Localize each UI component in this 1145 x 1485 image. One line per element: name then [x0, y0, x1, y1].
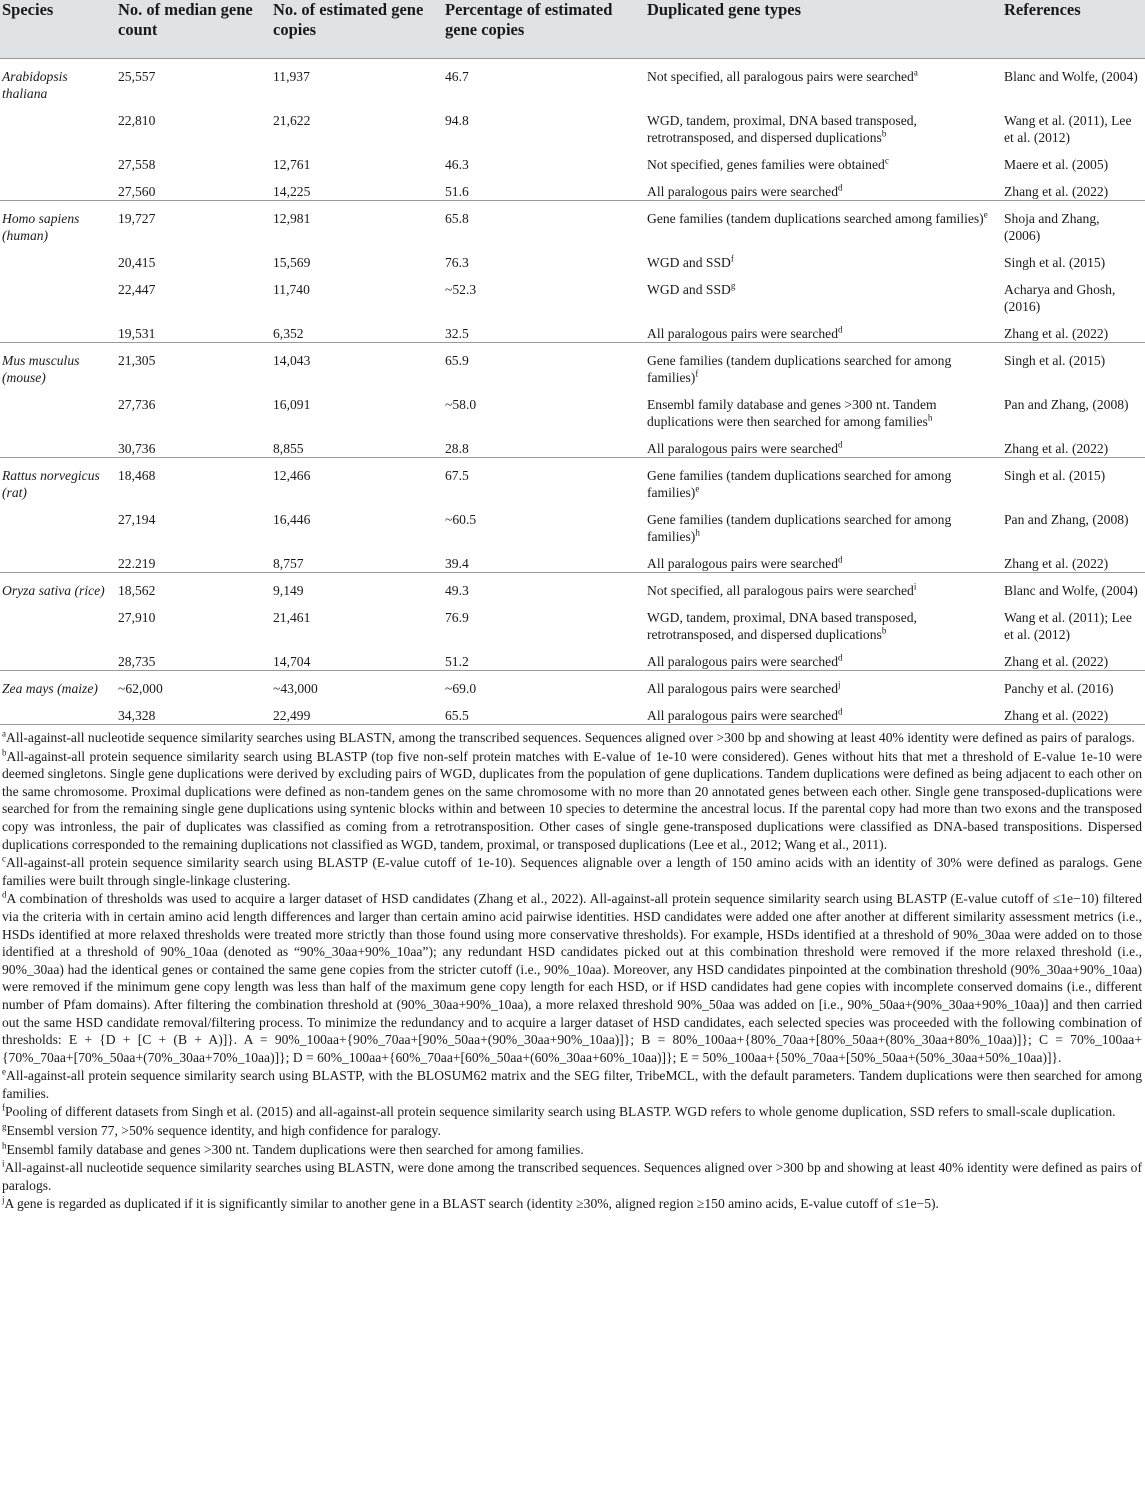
duplicated-types-cell [647, 671, 1004, 698]
estimated-copies-cell: 14,704 [273, 654, 311, 669]
table-header [0, 0, 1145, 59]
percentage-cell: 65.9 [445, 343, 647, 387]
duplicated-types-text: All paralogous pairs were searched [647, 708, 838, 723]
duplicated-types-text: Gene families (tandem duplications searched for among families) [647, 468, 952, 500]
table-row [0, 545, 1145, 573]
footnote-marker: d [838, 652, 843, 663]
duplicated-types-text: Gene families (tandem duplications searched for among families) [647, 353, 952, 385]
reference-cell: Wang et al. (2011); Lee et al. (2012) [1004, 610, 1132, 642]
table-row [0, 501, 1145, 545]
estimated-copies-cell: 15,569 [273, 255, 311, 270]
table-row [0, 386, 1145, 430]
footnote-text: Ensembl family database and genes >300 nt. Tandem duplications were then searched for among families. [6, 1141, 584, 1157]
duplicated-types-text: Ensembl family database and genes >300 nt. Tandem duplications were then searched for among families [647, 397, 937, 429]
duplicated-types-text: All paralogous pairs were searched [647, 681, 838, 696]
median-count-cell: 28,735 [118, 654, 156, 669]
footnote-marker: b [881, 625, 887, 636]
table-row [0, 315, 1145, 343]
footnote [2, 748, 1142, 854]
footnote-mark: c [2, 853, 6, 864]
percentage-cell: 51.2 [445, 654, 469, 669]
footnote-mark: d [2, 889, 7, 900]
median-count-cell: 21,305 [118, 343, 273, 387]
species-cell: Homo sapiens (human) [0, 201, 118, 245]
duplicated-types-text: All paralogous pairs were searched [647, 556, 838, 571]
header-estimated-copies: No. of estimated gene copies [273, 0, 445, 59]
estimated-copies-cell: 12,981 [273, 201, 445, 245]
reference-cell: Panchy et al. (2016) [1004, 671, 1145, 698]
footnote-mark: f [2, 1102, 5, 1113]
table-row [0, 458, 1145, 502]
reference-cell: Zhang et al. (2022) [1004, 708, 1109, 723]
duplicated-types-cell [647, 545, 1004, 573]
percentage-cell: 32.5 [445, 326, 469, 341]
footnote [2, 1141, 1142, 1159]
median-count-cell: ~62,000 [118, 671, 273, 698]
duplicated-types-cell [647, 59, 1004, 103]
footnote-mark: g [2, 1121, 7, 1132]
median-count-cell: 22,810 [118, 113, 156, 128]
footnote-marker: f [730, 253, 734, 264]
duplicated-types-cell [647, 201, 1004, 245]
footnote-mark: e [2, 1066, 6, 1077]
footnote-marker: d [838, 439, 843, 450]
duplicated-types-cell [647, 244, 1004, 271]
percentage-cell: 46.7 [445, 59, 647, 103]
footnote [2, 854, 1142, 889]
estimated-copies-cell: ~43,000 [273, 671, 445, 698]
species-cell: Oryza sativa (rice) [0, 573, 118, 600]
reference-cell: Zhang et al. (2022) [1004, 441, 1109, 456]
duplicated-types-text: All paralogous pairs were searched [647, 654, 838, 669]
table-row [0, 599, 1145, 643]
percentage-cell: 28.8 [445, 441, 469, 456]
table-row [0, 59, 1145, 103]
table-row [0, 643, 1145, 671]
table-row [0, 244, 1145, 271]
species-cell [0, 599, 118, 643]
percentage-cell: ~58.0 [445, 397, 477, 412]
percentage-cell: 76.9 [445, 610, 469, 625]
footnote-marker: j [838, 679, 841, 690]
footnote-text: All-against-all protein sequence similarity search using BLASTP (top five non-self protein matches with E-value of 1e-10 were considered). Genes without hits that met a threshold of E-value 1e-10 were deemed singletons. Single gene duplications were derived by excluding pairs of WGD, duplicates from the population of gene duplications. Tandem duplications were defined as being adjacent to each other on the same chromosome. Proximal duplications were defined as non-tandem genes on the same chromosome with no more than 20 annotated genes between each other. Single gene transposed-duplications were searched for from the remaining single gene duplications using syntenic blocks within and between 10 species to determine the ancestral locus. If the parental copy had more than two exons and the transposed copy was intronless, the pair of duplicates was classified as coming from a retrotransposition. Other cases of single gene-transposed duplications were classified as DNA-based transpositions. Dispersed duplications corresponded to the remaining duplications not classified as WGD, tandem, proximal, or transposed duplications (Lee et al., 2012; Wang et al., 2011). [2, 748, 1142, 852]
median-count-cell: 27,558 [118, 157, 156, 172]
species-cell: Zea mays (maize) [0, 671, 118, 698]
reference-cell: Shoja and Zhang, (2006) [1004, 201, 1145, 245]
percentage-cell: 51.6 [445, 184, 469, 199]
duplicated-types-cell [647, 386, 1004, 430]
percentage-cell: ~60.5 [445, 512, 477, 527]
duplicated-types-cell [647, 599, 1004, 643]
duplicated-types-cell [647, 315, 1004, 343]
table-row [0, 343, 1145, 387]
duplicated-types-text: WGD and SSD [647, 255, 731, 270]
footnote [2, 1103, 1142, 1121]
table-row [0, 102, 1145, 146]
footnote-marker: e [983, 209, 988, 220]
species-cell [0, 697, 118, 724]
percentage-cell: 65.5 [445, 708, 469, 723]
species-cell [0, 146, 118, 173]
species-cell: Mus musculus (mouse) [0, 343, 118, 387]
estimated-copies-cell: 12,466 [273, 458, 445, 502]
header-references: References [1004, 0, 1145, 59]
footnote-marker: g [730, 280, 736, 291]
median-count-cell: 20,415 [118, 255, 156, 270]
table-row [0, 671, 1145, 698]
duplicated-types-text: Not specified, all paralogous pairs were searched [647, 69, 914, 84]
estimated-copies-cell: 14,043 [273, 343, 445, 387]
footnote-text: All-against-all protein sequence similarity search using BLASTP, with the BLOSUM62 matrix and the SEG filter, TribeMCL, with the default parameters. Tandem duplications were then searched for among families. [2, 1068, 1142, 1101]
estimated-copies-cell: 11,740 [273, 282, 310, 297]
footnote-mark: a [2, 728, 6, 739]
duplicated-types-text: Not specified, genes families were obtained [647, 157, 885, 172]
footnote-text: A combination of thresholds was used to acquire a larger dataset of HSD candidates (Zhang et al., 2022). All-against-all protein sequence similarity search using BLASTP (E-value cutoff of ≤1e−10) filtered via the criteria with in certain amino acid length differences and larger than certain amino acid pairwise identities. HSD candidates were added one after another at different similarity assessment metrics (i.e., HSDs identified at more relaxed thresholds were treated more strictly than those found using more conservative thresholds). For example, HSDs identified at a threshold of 90%_30aa were added on to those identified at a threshold of 90%_10aa (denoted as “90%_30aa+90%_10aa”); any redundant HSD candidates picked out at this combination threshold were removed if the more relaxed threshold (i.e., 90%_30aa) had the identical genes or contained the same gene copies from the stricter cutoff (i.e., 90%_10aa). Moreover, any HSD candidates pinpointed at the combination threshold (90%_30aa+90%_10aa) were removed if the minimum gene copy length was less than half of the maximum gene copy length for each HSD, or if HSD candidates had gene copies with incomplete conserved domains (i.e., different number of Pfam domains). After filtering the combination threshold at (90%_30aa+90%_10aa), a more relaxed threshold 90%_50aa was added on [i.e., 90%_50aa+(90%_30aa+90%_10aa)] and then carried out the same HSD candidate removal/filtering process. To minimize the redundancy and to acquire a larger dataset of HSD candidates, each selected species was proceeded with the following combination of thresholds: E + {D + [C + (B + A)]}. A = 90%_100aa+{90%_70aa+[90%_50aa+(90%_30aa+90%_10aa)]}; B = 80%_100aa+{80%_70aa+[80%_50aa+(80%_30aa+80%_10aa)]}; C = 70%_100aa+{70%_70aa+[70%_50aa+(70%_30aa+70%_10aa)]}; D = 60%_100aa+{60%_70aa+[60%_50aa+(60%_30aa+60%_10aa)]}; E = 50%_100aa+{50%_70aa+[50%_50aa+(50%_30aa+50%_10aa)]}. [2, 891, 1142, 1065]
species-cell [0, 271, 118, 315]
table-row [0, 271, 1145, 315]
estimated-copies-cell: 8,757 [273, 556, 304, 571]
median-count-cell: 18,468 [118, 458, 273, 502]
percentage-cell: 67.5 [445, 458, 647, 502]
species-cell [0, 501, 118, 545]
estimated-copies-cell: 12,761 [273, 157, 311, 172]
footnote-mark: i [2, 1158, 5, 1169]
median-count-cell: 25,557 [118, 59, 273, 103]
gene-duplication-table [0, 0, 1145, 724]
duplicated-types-text: Gene families (tandem duplications searched for among families) [647, 512, 952, 544]
table-row [0, 201, 1145, 245]
reference-cell: Maere et al. (2005) [1004, 157, 1109, 172]
reference-cell: Blanc and Wolfe, (2004) [1004, 59, 1145, 103]
median-count-cell: 22.219 [118, 556, 156, 571]
duplicated-types-cell [647, 697, 1004, 724]
median-count-cell: 30,736 [118, 441, 156, 456]
species-cell [0, 386, 118, 430]
reference-cell: Singh et al. (2015) [1004, 255, 1106, 270]
median-count-cell: 19,531 [118, 326, 156, 341]
footnote-marker: d [838, 182, 843, 193]
footnote-marker: d [838, 554, 843, 565]
duplicated-types-cell [647, 102, 1004, 146]
footnote [2, 1122, 1142, 1140]
footnote-text: A gene is regarded as duplicated if it is significantly similar to another gene in a BLAST search (identity ≥30%, aligned region ≥150 amino acids, E-value cutoff of ≤1e−5). [4, 1196, 939, 1212]
median-count-cell: 34,328 [118, 708, 156, 723]
estimated-copies-cell: 21,461 [273, 610, 311, 625]
table-row [0, 430, 1145, 458]
footnote-text: Ensembl version 77, >50% sequence identity, and high confidence for paralogy. [6, 1123, 441, 1139]
percentage-cell: 46.3 [445, 157, 469, 172]
reference-cell: Zhang et al. (2022) [1004, 654, 1109, 669]
estimated-copies-cell: 16,091 [273, 397, 311, 412]
duplicated-types-text: All paralogous pairs were searched [647, 326, 838, 341]
species-cell [0, 102, 118, 146]
reference-cell: Wang et al. (2011), Lee et al. (2012) [1004, 113, 1132, 145]
header-median-count: No. of median gene count [118, 0, 273, 59]
footnote-text: Pooling of different datasets from Singh et al. (2015) and all-against-all protein sequence similarity search using BLASTP. WGD refers to whole genome duplication, SSD refers to small-scale duplication. [5, 1104, 1116, 1120]
median-count-cell: 19,727 [118, 201, 273, 245]
footnote [2, 1159, 1142, 1194]
duplicated-types-text: WGD, tandem, proximal, DNA based transposed, retrotransposed, and dispersed duplications [647, 113, 917, 145]
duplicated-types-cell [647, 146, 1004, 173]
percentage-cell: 39.4 [445, 556, 469, 571]
percentage-cell: 65.8 [445, 201, 647, 245]
estimated-copies-cell: 14,225 [273, 184, 311, 199]
estimated-copies-cell: 22,499 [273, 708, 311, 723]
estimated-copies-cell: 21,622 [273, 113, 311, 128]
reference-cell: Zhang et al. (2022) [1004, 326, 1109, 341]
estimated-copies-cell: 16,446 [273, 512, 311, 527]
footnote-marker: e [695, 483, 700, 494]
header-species: Species [0, 0, 118, 59]
footnote-marker: h [695, 527, 700, 538]
duplicated-types-cell [647, 501, 1004, 545]
footnote-text: All-against-all nucleotide sequence similarity searches using BLASTN, were done among the transcribed sequences. Sequences aligned over >300 bp and showing at least 40% identity were defined as pairs of paralogs. [2, 1160, 1142, 1193]
duplicated-types-text: Gene families (tandem duplications searched among families) [647, 211, 984, 226]
species-cell [0, 430, 118, 458]
reference-cell: Blanc and Wolfe, (2004) [1004, 573, 1145, 600]
estimated-copies-cell: 6,352 [273, 326, 304, 341]
estimated-copies-cell: 8,855 [273, 441, 304, 456]
reference-cell: Acharya and Ghosh, (2016) [1004, 282, 1116, 314]
footnote [2, 729, 1142, 747]
estimated-copies-cell: 11,937 [273, 59, 445, 103]
species-cell [0, 643, 118, 671]
footnote-marker: h [927, 412, 933, 423]
footnote-marker: f [695, 368, 699, 379]
median-count-cell: 22,447 [118, 282, 156, 297]
footnote [2, 890, 1142, 1066]
table-row [0, 573, 1145, 600]
footnote-mark: j [2, 1194, 5, 1205]
footnote-text: All-against-all protein sequence similarity search using BLASTP (E-value cutoff of 1e-10). Sequences alignable over a length of 150 amino acids with an identity of 30% were defined as paralogs. Gene families were built through single-linkage clustering. [2, 855, 1142, 888]
footnote-mark: b [2, 747, 7, 758]
duplicated-types-text: WGD, tandem, proximal, DNA based transposed, retrotransposed, and dispersed duplications [647, 610, 917, 642]
footnote-marker: d [838, 324, 843, 335]
duplicated-types-text: All paralogous pairs were searched [647, 184, 838, 199]
footnote-marker: d [838, 706, 843, 717]
table-row [0, 146, 1145, 173]
footnote [2, 1195, 1142, 1213]
percentage-cell: 94.8 [445, 113, 469, 128]
footnote-marker: b [881, 128, 887, 139]
median-count-cell: 27,910 [118, 610, 156, 625]
footnote-marker: i [913, 581, 917, 592]
estimated-copies-cell: 9,149 [273, 573, 445, 600]
percentage-cell: ~52.3 [445, 282, 477, 297]
reference-cell: Pan and Zhang, (2008) [1004, 397, 1129, 412]
percentage-cell: 76.3 [445, 255, 469, 270]
duplicated-types-cell [647, 458, 1004, 502]
duplicated-types-text: Not specified, all paralogous pairs were searched [647, 583, 914, 598]
species-cell [0, 173, 118, 201]
footnote-mark: h [2, 1140, 7, 1151]
median-count-cell: 18,562 [118, 573, 273, 600]
duplicated-types-cell [647, 173, 1004, 201]
duplicated-types-text: WGD and SSD [647, 282, 731, 297]
duplicated-types-text: All paralogous pairs were searched [647, 441, 838, 456]
reference-cell: Zhang et al. (2022) [1004, 184, 1109, 199]
median-count-cell: 27,736 [118, 397, 156, 412]
table-row [0, 697, 1145, 724]
duplicated-types-cell [647, 430, 1004, 458]
species-cell: Rattus norvegicus (rat) [0, 458, 118, 502]
table-footnotes [0, 724, 1145, 1213]
duplicated-types-cell [647, 573, 1004, 600]
reference-cell: Singh et al. (2015) [1004, 458, 1145, 502]
header-duplicated-types: Duplicated gene types [647, 0, 1004, 59]
duplicated-types-cell [647, 271, 1004, 315]
species-cell: Arabidopsis thaliana [0, 59, 118, 103]
percentage-cell: ~69.0 [445, 671, 647, 698]
table-body [0, 59, 1145, 725]
footnote-marker: c [884, 155, 889, 166]
duplicated-types-cell [647, 343, 1004, 387]
reference-cell: Pan and Zhang, (2008) [1004, 512, 1129, 527]
header-percentage: Percentage of estimated gene copies [445, 0, 647, 59]
species-cell [0, 545, 118, 573]
species-cell [0, 315, 118, 343]
footnote [2, 1067, 1142, 1102]
median-count-cell: 27,194 [118, 512, 156, 527]
reference-cell: Singh et al. (2015) [1004, 343, 1145, 387]
footnote-text: All-against-all nucleotide sequence similarity searches using BLASTN, among the transcribed sequences. Sequences aligned over >300 bp and showing at least 40% identity were defined as pairs of paralogs. [6, 730, 1135, 745]
reference-cell: Zhang et al. (2022) [1004, 556, 1109, 571]
duplicated-types-cell [647, 643, 1004, 671]
species-cell [0, 244, 118, 271]
table-row [0, 173, 1145, 201]
median-count-cell: 27,560 [118, 184, 156, 199]
percentage-cell: 49.3 [445, 573, 647, 600]
footnote-marker: a [913, 67, 918, 78]
